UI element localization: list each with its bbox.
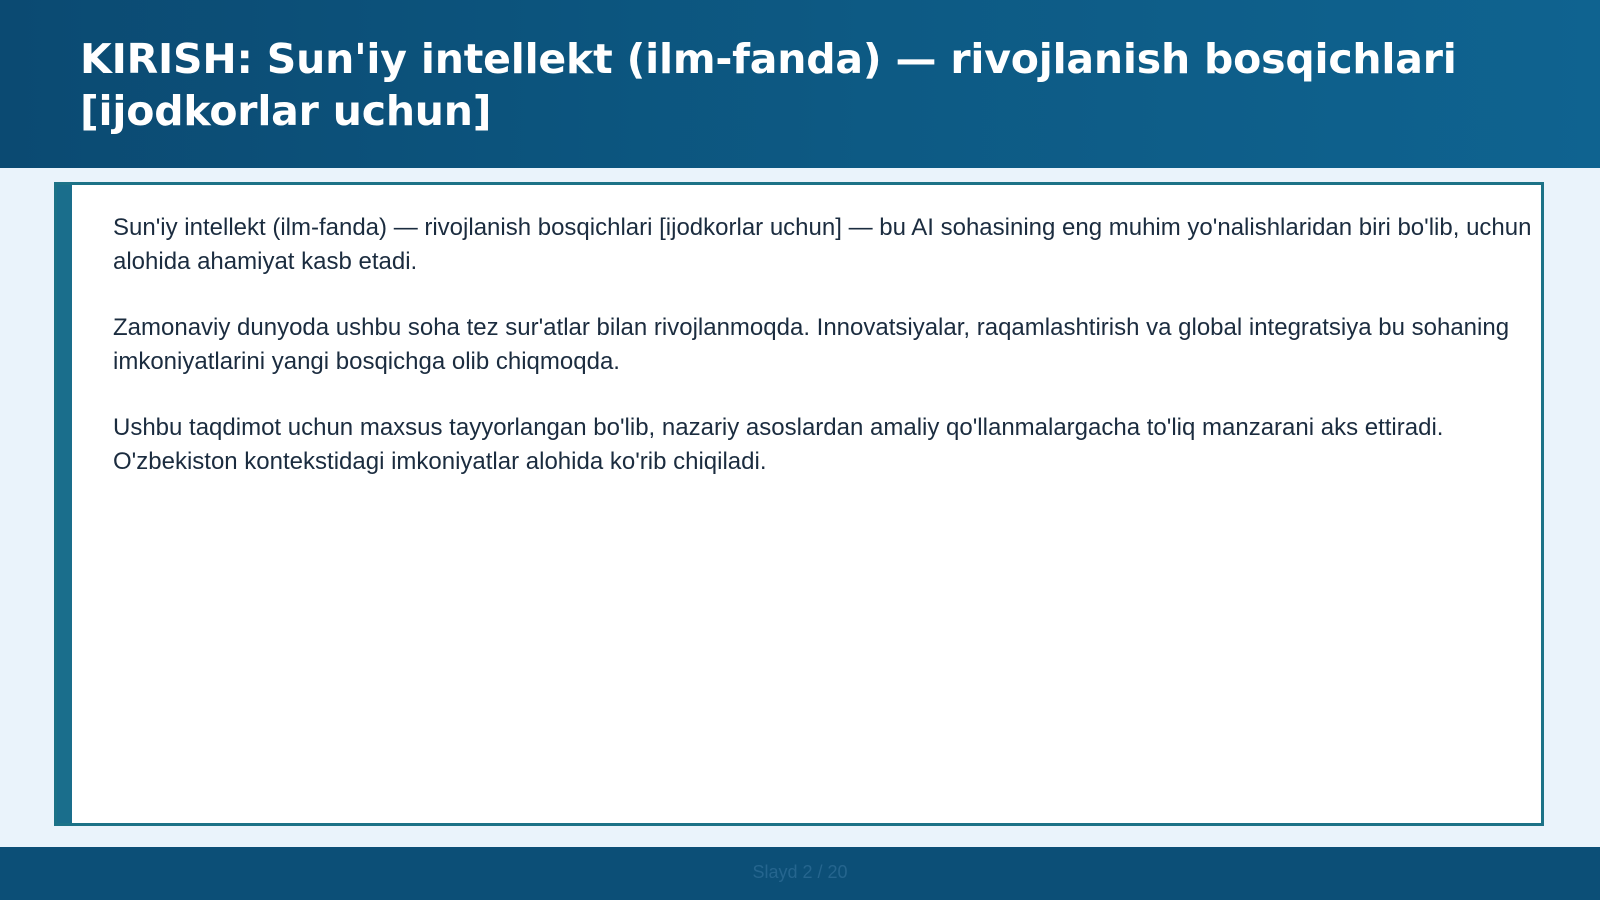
- intro-paragraph: Sun'iy intellekt (ilm-fanda) — rivojlanish bosqichlari [ijodkorlar uchun] — bu AI sohasining eng muhim yo'nalishlaridan biri bo'lib, uchun alohida ahamiyat kasb etadi.: [113, 214, 1532, 275]
- content-accent-bar: [57, 185, 72, 823]
- slide-counter: Slayd 2 / 20: [752, 862, 848, 882]
- slide-title: KIRISH: Sun'iy intellekt (ilm-fanda) — rivojlanish bosqichlari [ijodkorlar uchun]: [80, 35, 1457, 135]
- development-paragraph: Zamonaviy dunyoda ushbu soha tez sur'atlar bilan rivojlanmoqda. Innovatsiyalar, raqamlashtirish va global integratsiya bu sohaning imkoniyatlarini yangi bosqichga olib chiqmoqda.: [113, 314, 1510, 375]
- slide-footer: [0, 847, 1600, 900]
- presentation-scope-paragraph: Ushbu taqdimot uchun maxsus tayyorlangan bo'lib, nazariy asoslardan amaliy qo'llanmalargacha to'liq manzarani aks ettiradi. O'zbekiston kontekstidagi imkoniyatlar alohida ko'rib chiqiladi.: [113, 414, 1444, 475]
- slide-header: [0, 0, 1600, 168]
- content-card: [54, 182, 1544, 826]
